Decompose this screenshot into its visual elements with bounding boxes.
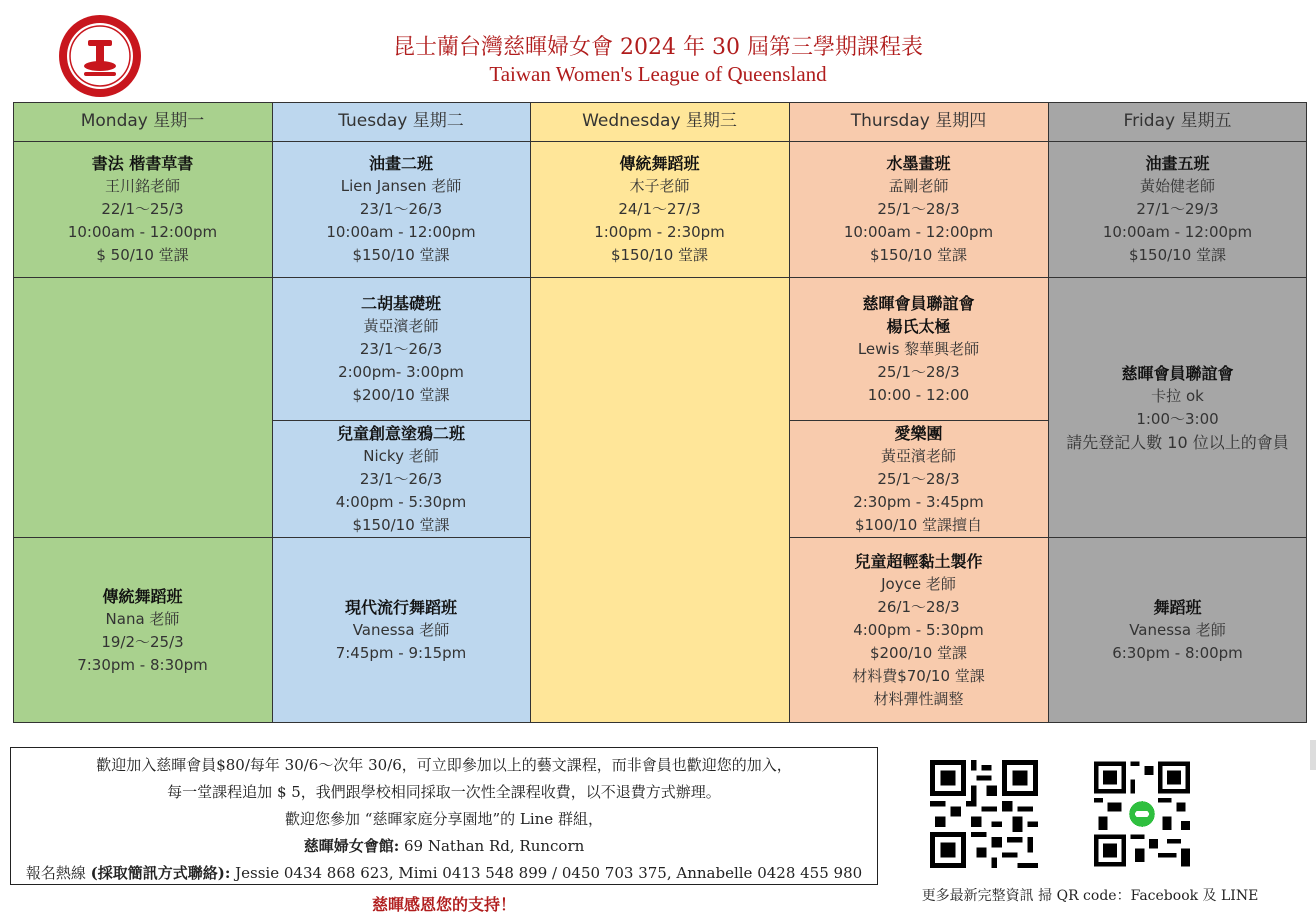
material-fee: 材料費$70/10 堂課: [852, 667, 985, 685]
fee: $150/10 堂課: [352, 246, 450, 264]
header-tuesday: Tuesday 星期二: [272, 102, 530, 142]
fee-policy-line: 每一堂課程追加 $ 5，我們跟學校相同採取一次性全課程收費，以不退費方式辦理。: [167, 783, 721, 801]
class-title: 愛樂團: [894, 423, 943, 443]
time: 2:00pm- 3:00pm: [338, 362, 464, 381]
thanks-message: 慈暉感恩您的支持！: [371, 895, 516, 914]
teacher: 黃亞濱老師: [880, 446, 956, 465]
time: 4:00pm - 5:30pm: [335, 492, 467, 511]
class-cell-thu1: [789, 142, 1048, 278]
class-cell-tue1: [272, 142, 530, 278]
facebook-qr-code-icon[interactable]: [930, 760, 1038, 868]
class-title: 油畫五班: [1145, 154, 1210, 173]
activity: 卡拉 ok: [1151, 386, 1204, 405]
hotline-line: [11, 860, 877, 887]
membership-info-box: [10, 747, 878, 885]
class-title: 兒童超輕黏土製作: [854, 552, 983, 571]
date-range: 23/1～26/3: [359, 339, 443, 358]
material-note: 材料彈性調整: [873, 690, 964, 708]
class-cell-thu3: [789, 421, 1048, 538]
time: 10:00am - 12:00pm: [1102, 223, 1253, 241]
fee: $200/10 堂課: [869, 644, 968, 662]
membership-line: 歡迎加入慈暉會員$80/每年 30/6～次年 30/6，可立即參加以上的藝文課程，而非會員也歡迎您的加入，: [96, 756, 792, 774]
hotline-note: (採取簡訊方式聯絡):: [90, 864, 231, 882]
time: 1:00pm - 2:30pm: [594, 223, 725, 241]
fee: $200/10 堂課: [352, 385, 450, 404]
header-monday: Monday 星期一: [13, 102, 272, 142]
class-cell-thu4: [789, 538, 1048, 723]
class-title: 舞蹈班: [1153, 598, 1202, 617]
divider: [530, 102, 531, 723]
teacher: Joyce 老師: [881, 575, 956, 593]
teacher: 孟剛老師: [888, 177, 949, 195]
address: 69 Nathan Rd, Runcorn: [399, 837, 585, 855]
fee: $100/10 堂課擅自: [854, 515, 983, 534]
timetable: [13, 102, 1307, 723]
class-title: 慈暉會員聯誼會: [862, 293, 975, 313]
date-range: 25/1～28/3: [877, 362, 960, 381]
address-line: [11, 833, 877, 860]
teacher: 黃始健老師: [1139, 177, 1215, 195]
column-monday: [13, 102, 272, 723]
teacher: 木子老師: [629, 177, 690, 195]
time: 2:30pm - 3:45pm: [853, 492, 984, 511]
class-title: 二胡基礎班: [360, 293, 441, 313]
class-title: 傳統舞蹈班: [102, 586, 183, 606]
fee: $150/10 堂課: [610, 246, 709, 264]
column-friday: [1048, 102, 1307, 723]
class-subtitle: 楊氏太極: [886, 316, 951, 336]
teacher: Vanessa 老師: [352, 621, 450, 639]
time: 7:30pm - 8:30pm: [77, 655, 208, 674]
hotline-numbers: Jessie 0434 868 623, Mimi 0413 548 899 / 0450 703 375, Annabelle 0428 455 980: [230, 864, 863, 882]
column-thursday: [789, 102, 1048, 723]
teacher: 黃亞濱老師: [363, 316, 439, 335]
class-title: 現代流行舞蹈班: [344, 598, 457, 617]
class-title: 兒童創意塗鴉二班: [336, 423, 465, 443]
divider: [789, 102, 790, 723]
fee: $150/10 堂課: [352, 515, 450, 534]
date-range: 24/1～27/3: [618, 200, 701, 218]
teacher: Lewis 黎華興老師: [857, 339, 980, 358]
time: 1:00～3:00: [1136, 409, 1219, 428]
teacher: 王川銘老師: [104, 177, 180, 195]
time: 10:00 - 12:00: [867, 385, 970, 404]
date-range: 25/1～28/3: [877, 469, 960, 488]
header-thursday: Thursday 星期四: [789, 102, 1048, 142]
fee: $ 50/10 堂課: [96, 246, 189, 264]
teacher: Nana 老師: [105, 609, 180, 628]
hotline-label: 報名熱線: [25, 864, 86, 882]
page-title-english: Taiwan Women's League of Queensland: [489, 62, 827, 86]
date-range: 26/1～28/3: [877, 598, 960, 616]
line-group-invite: 歡迎您參加 “慈暉家庭分享園地”的 Line 群組，: [285, 810, 603, 828]
time: 10:00am - 12:00pm: [843, 223, 994, 241]
line-qr-code-icon[interactable]: [1094, 760, 1190, 868]
time: 4:00pm - 5:30pm: [853, 621, 984, 639]
class-cell-thu2: [789, 278, 1048, 421]
divider: [1048, 102, 1049, 723]
time: 6:30pm - 8:00pm: [1112, 644, 1243, 662]
class-cell-tue4: [272, 538, 530, 723]
teacher: Vanessa 老師: [1129, 621, 1226, 639]
scrollbar-edge: [1310, 740, 1316, 770]
header-friday: Friday 星期五: [1048, 102, 1307, 142]
class-cell-tue3: [272, 421, 530, 538]
class-cell-fri1: [1048, 142, 1307, 278]
class-cell-fri3: [1048, 538, 1307, 723]
time: 10:00am - 12:00pm: [326, 223, 476, 241]
fee: $150/10 堂課: [869, 246, 968, 264]
divider: [272, 102, 273, 723]
teacher: Nicky 老師: [363, 446, 439, 465]
date-range: 23/1～26/3: [359, 469, 443, 488]
date-range: 23/1～26/3: [359, 200, 443, 218]
date-range: 19/2～25/3: [101, 632, 184, 651]
column-wednesday: [530, 102, 789, 723]
time: 7:45pm - 9:15pm: [335, 644, 467, 662]
class-title: 油畫二班: [368, 154, 433, 173]
class-cell-mon2: [13, 278, 272, 538]
class-cell-wed1: [530, 142, 789, 278]
class-title: 書法 楷書草書: [91, 154, 194, 173]
address-label: 慈暉婦女會館:: [303, 837, 400, 855]
page-title-chinese: 昆士蘭台灣慈暉婦女會 2024 年 30 屆第三學期課程表: [393, 35, 923, 60]
note: 請先登記人數 10 位以上的會員: [1066, 432, 1289, 452]
fee: $150/10 堂課: [1128, 246, 1227, 264]
teacher: Lien Jansen 老師: [340, 177, 462, 195]
class-title: 水墨畫班: [886, 154, 951, 173]
class-cell-mon3: [13, 538, 272, 723]
header-wednesday: Wednesday 星期三: [530, 102, 789, 142]
date-range: 22/1～25/3: [101, 200, 184, 218]
class-cell-tue2: [272, 278, 530, 421]
class-title: 傳統舞蹈班: [619, 154, 700, 173]
qr-caption: 更多最新完整資訊 掃 QR code：Facebook 及 LINE: [921, 888, 1259, 904]
class-cell-mon1: [13, 142, 272, 278]
time: 10:00am - 12:00pm: [67, 223, 218, 241]
date-range: 25/1～28/3: [877, 200, 960, 218]
column-tuesday: [272, 102, 530, 723]
date-range: 27/1～29/3: [1136, 200, 1219, 218]
class-cell-fri2: [1048, 278, 1307, 538]
class-title: 慈暉會員聯誼會: [1121, 363, 1234, 383]
